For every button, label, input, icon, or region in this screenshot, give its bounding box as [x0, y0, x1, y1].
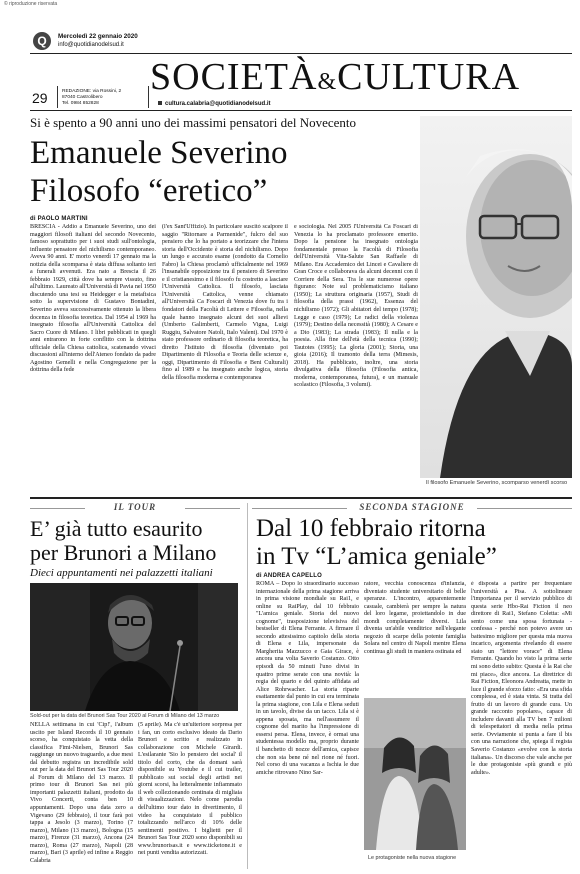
lead-title: Emanuele Severino Filosofo “eretico” [30, 135, 288, 209]
tv-scene-svg [364, 698, 466, 850]
amica-column-3: è disposta a partire per frequentare l'università a Pisa. A sottolineare l'importanza per il servizio pubblico di questa serie Hbo-Rai Fiction il neo direttore di Rai1, Stefano Coletta: «Mi sento come una sposa fortunata - confessa - perché non potevo avere un battesimo migliore per questa mia nuova incarico, argomenta rivelando di essere stato un "lettore vorace" di Elena Ferrante. Quando ho visto la prima serie mi sono detto subito: Questa è la Rai che mi piace», dice ancora. La direttrice di Rai Fiction, Eleonora Andreatta, mette in luce il grande sforzo fatto: «Era una sfida complessa, ed è stata vinta. Si tratta del frutto di un lavoro di grande cura. Un grande racconto popolare», capace di includere davanti alla TV ben 7 milioni di telespettatori di media nella prima serie. Ovviamente si punta a fare il bis con una narrazione che, spiega il regista Saverio Costanzo «evolve con la storia italiana». Un discorso che vale anche per le due protagoniste «più grandi e più adulte». [471, 581, 572, 776]
brunori-column-1: NELLA settimana in cui 'Cip!', l'album uscito per Island Records il 10 gennaio scorso, ha conquistato la vetta della classifica Fimi-Nielsen, Brunori Sas raggiunge un nuovo traguardo, a due mesi dal debutto registra un incredibile sold out per la data del Brunori Sas Tour 2020 al Forum di Milano del 13 marzo. Il primo tour di Brunori Sas nei più importanti palazzetti italiani, prodotto da Vivo Concerti, conta ben 10 appuntamenti. Dopo una data zero a Vigevano (29 febbraio), il tour farà poi tappa a Jesolo (3 marzo), Torino (7 marzo), Milano (13 marzo), Bologna (15 marzo), Firenze (31 marzo), Ancona (24 marzo), Roma (27 marzo), Napoli (28 marzo), Bari (3 aprile) ed infine a Reggio Calabria [30, 722, 133, 864]
header-email: info@quotidianodelsud.it [58, 42, 124, 48]
amica-column-2: ratore, vecchia conoscenza d'infanzia, diventato studente universitario di belle speranze. L'incontro, apparentemente casuale, cambierà per sempre la natura del loro legame, proiettandolo in due mondi completamente diversi. Lila diventa un'abile venditrice nell'elegante negozio di scarpe della potente famiglia Solara nel centro di Napoli mentre Elena continua gli studi in maniera ostinata ed [364, 581, 466, 655]
header-rule-bottom [30, 110, 572, 111]
amica-title: Dal 10 febbraio ritorna in Tv “L’amica geniale” [256, 515, 497, 570]
lead-kicker: Si è spento a 90 anni uno dei massimi pensatori del Novecento [30, 115, 357, 130]
brunori-label-line-left [30, 508, 85, 509]
page-number: 29 [32, 90, 48, 106]
portrait-svg [420, 116, 572, 478]
section-title: SOCIETÀ&CULTURA [150, 56, 521, 98]
tv-scene-photo [364, 698, 466, 850]
lead-column-3: e sociologia. Nel 2005 l'Università Ca Foscari di Venezia lo ha proclamato professore emerito. Dopo la pensione ha insegnato ontologia fondamentale presso la Facoltà di Filosofia dell'Università Vita-Salute San Raffaele di Milano. Era Accademico dei Lincei e Cavaliere di Gran Croce e collaborava da alcuni decenni con il Corriere della Sera. Tra le sue numerose opere figurano: Note sul problematicismo italiano (1950); La struttura originaria (1957), Studi di filosofia della prassi (1962), Essenza del nichilismo (1972); Gli abitatori del tempo (1978); Legge e caso (1979); Le radici della violenza (1979); Destino della necessità (1980); A Cesare e a Dio (1983); La strada (1983); Il nulla e la poesia. Alla fine dell'età della tecnica (1990); Tautotes (1995); La gloria (2001); Storia, una gioia (2016); Il tramonto della terra (Mimesis, 2018). Ha pubblicato, inoltre, una storia divulgativa della filosofia (Filosofia antica, moderna, contemporanea, futura), e un manuale scolastico (Filosofia, 3 volumi). [294, 224, 418, 389]
brunori-label: IL TOUR [113, 502, 157, 512]
portrait-caption: Il filosofo Emanuele Severino, scomparso venerdì scorso [426, 480, 568, 486]
portrait-photo [420, 116, 572, 478]
concert-svg [30, 583, 238, 711]
square-bullet-icon [158, 101, 162, 105]
amica-column-1: ROMA – Dopo lo straordinario successo internazionale della prima stagione arriva in prima visione mondiale su Rai1, e online su RaiPlay, dal 10 febbraio "L'amica geniale. Storia del nuovo cognome", trasposizione televisiva del bestseller di Elena Ferrante. A firmare il secondo attesissimo capitolo della storia di Elena e Lila, impersonate da Margherita Mazzucco e Gaia Girace, è ancora una volta Saverio Costanzo. Otto episodi da 50 minuti l'uno divisi in quattro prime serate con una novità: la regia del quarto e del quinto affidata ad Alice Rohrwacher. La storia riparte esattamente dal punto in cui era terminata la prima stagione, con Lila e Elena seduti in un tavolo, divise da un tacco. Lila si è appena sposata, ma nell'assumere il cognome del marito ha l'impressione di essersi persa. Elena, invece, è ormai una studentessa modello ma, proprio durante il banchetto di nozze dell'amica, capisce che non sta bene né nel rione né fuori. Nel corso di una vacanza a Ischia le due amiche ritrovano Nino Sar- [256, 581, 359, 776]
concert-photo [30, 583, 238, 711]
header-divider [57, 86, 58, 108]
brunori-subtitle: Dieci appuntamenti nei palazzetti italiani [30, 567, 213, 579]
copyright-note: © riproduzione riservata [4, 1, 58, 7]
brunori-label-line-right [185, 508, 240, 509]
brunori-column-2: (5 aprile). Ma c'è un'ulteriore sorpresa per i fan, un corto esclusivo ideato da Dario Brunori e scritto e realizzato in collaborazione con Michele Girardi. L'esilarante 'Sio lo pensiero dei social' il titolo del corto, che da domani sarà disponibile su Youtube e il cui trailer, pubblicato sui social degli artisti nei giorni scorsi, ha letteralmente infiammato il web collezionando centinaia di migliaia di visualizzazioni. Nelo come parodia dell'ultimo tour dato in divertimento, il video ha conquistato il pubblico totalizzando nell'arco di 10% delle sentimenti positivo. I biglietti per il Brunori Sas Tour 2020 sono disponibili su www.brunorisas.it e www.ticketone.it e nei punti vendita autorizzati. [138, 722, 242, 857]
article-divider [247, 503, 248, 869]
tv-scene-caption: Le protagoniste nella nuova stagione [368, 855, 457, 861]
amica-label: SECONDA STAGIONE [359, 502, 465, 512]
amica-byline: di ANDREA CAPELLO [256, 573, 322, 579]
lead-bottom-rule [30, 497, 572, 499]
lead-column-2: (l'ex Sant'Uffizio). In particolare suscitò scalpore il saggio "Ritornare a Parmenide", fulcro del suo pensiero che lo ha portato a teorizzare che l'intera storia dell'Occidente è storia del nichilismo. Dopo un lungo e accurato esame (condotto da Cornelio Fabro) la Chiesa proclamò ufficialmente nel 1969 l'insanabile opposizione tra il pensiero di Severino e il cristianesimo e il filosofo fu costretto a lasciare l'Università Cattolica. Il filosofo, lasciata l'Università Cattolica, venne chiamato all'Università Ca Foscari di Venezia dove fu tra i fondatori della Facoltà di Lettere e Filosofia, nella quale hanno insegnato alcuni dei suoi allievi (Umberto Galimberti, Carmelo Vigna, Luigi Ruggiu, Salvatore Natoli, Italo Valent). Dal 1970 è stato professore ordinario di filosofia teoretica, ha diretto l'Istituto di filosofia (diventato poi Dipartimento di Filosofia e Teoria delle scienze e, oggi, Dipartimento di Filosofia e Beni Culturali) fino al 1989 e ha insegnato anche logica, storia della filosofia moderna e contemporanea [162, 224, 288, 381]
brunori-title: E’ già tutto esaurito per Brunori a Milano [30, 516, 217, 565]
quotidiano-logo-icon: Q [33, 32, 51, 50]
redazione-address: REDAZIONE: via Rossini, 2 87040 Castrolibero Tel. 0984 852828 [62, 89, 122, 106]
header-rule-top [30, 53, 572, 54]
issue-date: Mercoledì 22 gennaio 2020 [58, 33, 138, 40]
amica-label-line-right [477, 508, 572, 509]
lead-byline: di PAOLO MARTINI [30, 216, 88, 222]
lead-column-1: BRESCIA - Addio a Emanuele Severino, uno dei maggiori filosofi italiani del secondo Novecento, famoso soprattutto per i suoi studi sull'ontologia, influente pensatore del nichilismo contemporaneo. Aveva 90 anni. E' morto venerdì 17 gennaio ma la notizia della scomparsa è stata diffusa soltanto ieri a funerali avvenuti. Era nato a Brescia il 26 febbraio 1929, città dove ha sempre vissuto, fino all'ultimo. Laureato all'Università di Pavia nel 1950 discutendo una tesi su Heidegger e la metafisica sotto la supervisione di Gustavo Bontadini, Severino aveva successivamente ottenuto la libera docenza in filosofia teoretica. Dal 1954 al 1969 ha insegnato filosofia all'Università Cattolica del Sacro Cuore di Milano. I libri pubblicati in quegli anni entrarono in forte conflitto con la dottrina ufficiale della Chiesa cattolica, scatenando vivaci discussioni all'interno dell'Ateneo fondato da padre Agostino Gemelli e nella Congregazione per la dottrina della fede [30, 224, 156, 374]
header-divider-2 [148, 86, 149, 108]
section-email: cultura.calabria@quotidianodelsud.it [158, 101, 271, 107]
amica-label-line-left [252, 508, 347, 509]
concert-caption: Sold-out per la data del Brunori Sas Tour 2020 al Forum di Milano del 13 marzo [30, 713, 220, 719]
